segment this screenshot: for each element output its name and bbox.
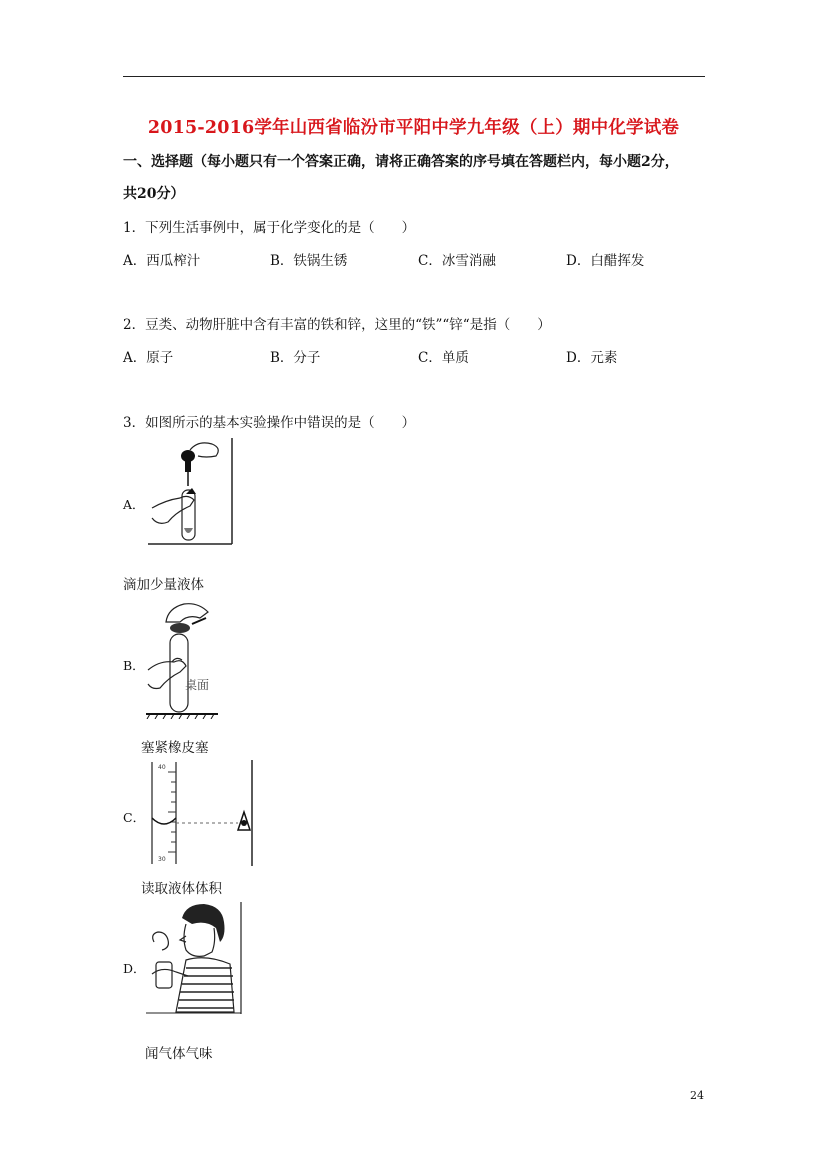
question-1-option-d: D．白醋挥发 <box>566 253 645 269</box>
question-2-option-c: C．单质 <box>418 350 469 366</box>
graduated-cylinder-illustration <box>146 760 254 866</box>
figure-a-label: A． <box>123 497 145 512</box>
figure-c-label: C． <box>123 810 146 825</box>
question-2-option-d: D．元素 <box>566 350 618 366</box>
question-1-option-c: C．冰雪消融 <box>418 253 496 269</box>
section-heading-line2: 共20分） <box>123 186 185 202</box>
dropper-test-tube-illustration <box>146 436 234 547</box>
stopper-test-tube-illustration <box>146 598 218 719</box>
cylinder-tick-40: 40 <box>158 764 166 771</box>
question-2-stem: 2．豆类、动物肝脏中含有丰富的铁和锌，这里的“铁”“锌“是指（ ） <box>123 317 551 333</box>
question-1-stem: 1．下列生活事例中，属于化学变化的是（ ） <box>123 220 416 236</box>
figure-b-label: B． <box>123 658 145 673</box>
page-title: 2015-2016学年山西省临汾市平阳中学九年级（上）期中化学试卷 <box>147 118 680 138</box>
cylinder-tick-30: 30 <box>158 856 166 863</box>
page-number: 24 <box>690 1089 704 1102</box>
figure-d-caption: 闻气体气味 <box>145 1046 213 1062</box>
section-heading-line1: 一、选择题（每小题只有一个答案正确，请将正确答案的序号填在答题栏内，每小题2分， <box>123 154 679 170</box>
question-1-option-b: B．铁锅生锈 <box>270 253 348 269</box>
figure-d-label: D． <box>123 961 146 976</box>
question-3-stem: 3．如图所示的基本实验操作中错误的是（ ） <box>123 415 416 431</box>
figure-a-caption: 滴加少量液体 <box>123 577 204 593</box>
smelling-gas-illustration <box>146 902 243 1014</box>
question-1-option-a: A．西瓜榨汁 <box>123 253 201 269</box>
question-2-option-a: A．原子 <box>123 350 174 366</box>
figure-c-caption: 读取液体体积 <box>141 881 222 897</box>
figure-b-table-text: 桌面 <box>185 678 210 692</box>
question-2-option-b: B．分子 <box>270 350 321 366</box>
header-rule <box>123 76 705 77</box>
figure-b-caption: 塞紧橡皮塞 <box>141 740 209 756</box>
